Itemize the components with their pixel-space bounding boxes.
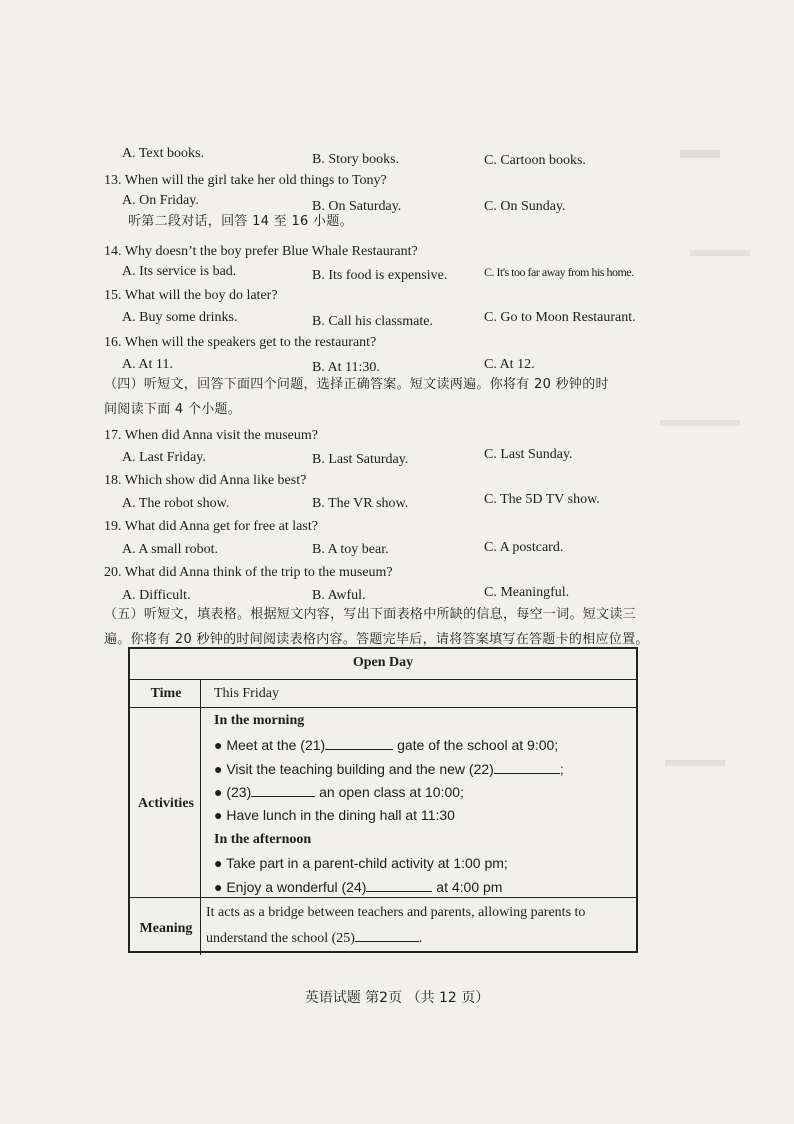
q15-option-a: A. Buy some drinks. — [122, 310, 238, 325]
activity-text: ; — [559, 761, 564, 777]
q18-option-a: A. The robot show. — [122, 496, 230, 511]
q20-option-b: B. Awful. — [312, 588, 366, 603]
meaning-text: understand the school (25) — [206, 931, 355, 946]
activity-item-21 — [214, 737, 558, 753]
q14-option-b: B. Its food is expensive. — [312, 268, 448, 283]
activity-text: an open class at 10:00; — [315, 784, 464, 800]
meaning-label: Meaning — [139, 921, 193, 936]
activity-text: ● Visit the teaching building and the new (22) — [214, 761, 494, 777]
q17-option-c: C. Last Sunday. — [484, 447, 573, 462]
bleed-through-mark — [665, 760, 725, 766]
q19-option-a: A. A small robot. — [122, 542, 219, 557]
q14-option-a: A. Its service is bad. — [122, 264, 237, 279]
activity-item-23 — [214, 784, 464, 800]
activity-text: at 4:00 pm — [432, 879, 503, 895]
answer-blank-24[interactable] — [366, 879, 432, 892]
q19-option-c: C. A postcard. — [484, 540, 564, 555]
q13-option-c: C. On Sunday. — [484, 199, 566, 214]
q18-question: 18. Which show did Anna like best? — [104, 473, 307, 488]
q16-option-a: A. At 11. — [122, 357, 173, 372]
q19-question: 19. What did Anna get for free at last? — [104, 519, 318, 534]
q18-option-c: C. The 5D TV show. — [484, 492, 600, 507]
answer-blank-23[interactable] — [251, 784, 315, 797]
activity-text: ● (23) — [214, 784, 252, 800]
q12-option-a: A. Text books. — [122, 146, 204, 161]
q14-option-c: C. It's too far away from his home. — [484, 265, 634, 279]
morning-heading: In the morning — [214, 713, 305, 728]
q17-option-b: B. Last Saturday. — [312, 452, 409, 467]
table-divider — [130, 679, 636, 680]
open-day-table — [128, 647, 638, 953]
q15-question: 15. What will the boy do later? — [104, 288, 278, 303]
meaning-line1: It acts as a bridge between teachers and parents, allowing parents to — [206, 905, 586, 920]
section4-instruction-line2: 间阅读下面 4 个小题。 — [104, 402, 242, 417]
section4-instruction-line1: （四）听短文，回答下面四个问题，选择正确答案。短文读两遍。你将有 20 秒钟的时 — [104, 377, 609, 392]
table-title: Open Day — [352, 655, 414, 670]
page-footer: 英语试题 第2页 （共 12 页） — [304, 990, 490, 1006]
q15-option-c: C. Go to Moon Restaurant. — [484, 310, 636, 325]
q20-option-a: A. Difficult. — [122, 588, 191, 603]
table-column-divider — [200, 679, 201, 955]
q12-option-b: B. Story books. — [312, 152, 400, 167]
table-divider — [130, 707, 636, 708]
q14-question: 14. Why doesn’t the boy prefer Blue Whale Restaurant? — [104, 244, 418, 259]
q17-question: 17. When did Anna visit the museum? — [104, 428, 318, 443]
time-value: This Friday — [214, 686, 279, 701]
q16-option-b: B. At 11:30. — [312, 360, 380, 375]
time-label: Time — [150, 686, 182, 701]
bleed-through-mark — [680, 150, 720, 158]
q12-option-c: C. Cartoon books. — [484, 153, 586, 168]
q16-question: 16. When will the speakers get to the restaurant? — [104, 335, 377, 350]
q20-option-c: C. Meaningful. — [484, 585, 570, 600]
meaning-text: . — [418, 931, 423, 946]
meaning-line2 — [206, 929, 422, 947]
q19-option-b: B. A toy bear. — [312, 542, 389, 557]
answer-blank-25[interactable] — [355, 929, 419, 942]
answer-blank-21[interactable] — [325, 737, 393, 750]
activities-label: Activities — [138, 796, 194, 811]
activity-text: gate of the school at 9:00; — [393, 737, 559, 753]
q13-question: 13. When will the girl take her old things to Tony? — [104, 173, 387, 188]
activity-item-24 — [214, 879, 502, 895]
q20-question: 20. What did Anna think of the trip to the museum? — [104, 565, 393, 580]
activity-item-parent-child: ● Take part in a parent-child activity at 1:00 pm; — [214, 855, 508, 871]
q15-option-b: B. Call his classmate. — [312, 314, 433, 329]
q18-option-b: B. The VR show. — [312, 496, 409, 511]
section5-instruction-line2: 遍。你将有 20 秒钟的时间阅读表格内容。答题完毕后，请将答案填写在答题卡的相应位置。 — [104, 632, 649, 647]
q13-option-b: B. On Saturday. — [312, 199, 402, 214]
q17-option-a: A. Last Friday. — [122, 450, 206, 465]
section5-instruction-line1: （五）听短文，填表格。根据短文内容，写出下面表格中所缺的信息，每空一词。短文读三 — [104, 607, 637, 622]
activity-text: ● Enjoy a wonderful (24) — [214, 879, 367, 895]
answer-blank-22[interactable] — [494, 761, 560, 774]
afternoon-heading: In the afternoon — [214, 832, 312, 847]
activity-item-22 — [214, 761, 564, 777]
activity-item-lunch: ● Have lunch in the dining hall at 11:30 — [214, 807, 455, 823]
table-divider — [130, 897, 636, 898]
bleed-through-mark — [660, 420, 740, 426]
q13-option-a: A. On Friday. — [122, 193, 199, 208]
activity-text: ● Meet at the (21) — [214, 737, 326, 753]
q16-option-c: C. At 12. — [484, 357, 535, 372]
dialogue2-intro: 听第二段对话，回答 14 至 16 小题。 — [128, 214, 353, 229]
bleed-through-mark — [690, 250, 750, 256]
